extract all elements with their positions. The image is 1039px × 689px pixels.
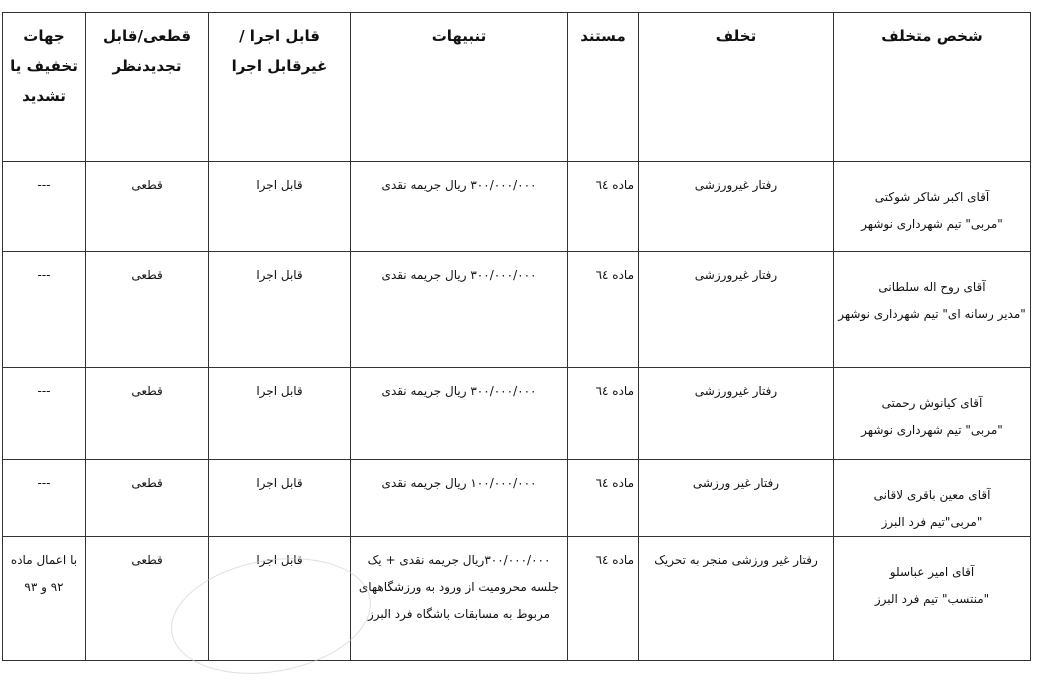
penalty-cell-text: ۱۰۰/۰۰۰/۰۰۰ ریال جریمه نقدی: [381, 476, 537, 490]
penalty-cell: [351, 537, 568, 661]
final-cell: [86, 460, 209, 537]
offense-cell: [639, 368, 834, 460]
final-cell: [86, 368, 209, 460]
executable-cell-text: قابل اجرا: [256, 553, 303, 567]
document-cell: [568, 368, 639, 460]
document-cell-text: ماده ٦٤: [595, 268, 634, 282]
document-cell-text: ماده ٦٤: [595, 553, 634, 567]
header-executable: قابل اجرا /غیرقابل اجرا: [209, 13, 351, 162]
header-final: قطعی/قابل تجدیدنظر: [86, 13, 209, 162]
offense-cell: [639, 252, 834, 368]
header-person: شخص متخلف: [834, 13, 1031, 162]
final-cell-text: قطعی: [131, 553, 163, 567]
person-cell: [834, 460, 1031, 537]
penalty-cell-text: ۳۰۰/۰۰۰/۰۰۰ ریال جریمه نقدی: [381, 268, 537, 282]
executable-cell-text: قابل اجرا: [256, 384, 303, 398]
mitigation-cell: [3, 460, 86, 537]
offense-cell-text: رفتار غیر ورزشی منجر به تحریک: [654, 553, 818, 567]
penalty-cell: [351, 460, 568, 537]
document-cell: [568, 252, 639, 368]
table-row: [3, 460, 1031, 537]
person-name: آقای اکبر شاکر شوکتی: [874, 190, 990, 204]
executable-cell-text: قابل اجرا: [256, 476, 303, 490]
offense-cell-text: رفتار غیرورزشی: [694, 384, 778, 398]
mitigation-cell: [3, 252, 86, 368]
document-cell: [568, 460, 639, 537]
mitigation-cell-text: ---: [37, 178, 51, 192]
person-cell: [834, 368, 1031, 460]
final-cell-text: قطعی: [131, 268, 163, 282]
final-cell-text: قطعی: [131, 384, 163, 398]
document-cell: [568, 537, 639, 661]
offense-cell: [639, 460, 834, 537]
mitigation-cell: [3, 537, 86, 661]
document-cell-text: ماده ٦٤: [595, 476, 634, 490]
person-name: آقای امیر عباسلو: [889, 565, 975, 579]
person-role: "مربی"تیم فرد البرز: [881, 515, 983, 529]
header-document: مستند: [568, 13, 639, 162]
document-cell-text: ماده ٦٤: [595, 384, 634, 398]
final-cell-text: قطعی: [131, 476, 163, 490]
final-cell: [86, 162, 209, 252]
penalty-cell: [351, 368, 568, 460]
header-offense: تخلف: [639, 13, 834, 162]
offense-cell: [639, 537, 834, 661]
header-mitigation: جهات تخفیف یا تشدید: [3, 13, 86, 162]
executable-cell: [209, 252, 351, 368]
mitigation-cell-text: با اعمال ماده ۹۲ و ۹۳: [10, 553, 78, 594]
penalty-cell: [351, 162, 568, 252]
offense-cell-text: رفتار غیرورزشی: [694, 268, 778, 282]
document-cell-text: ماده ٦٤: [595, 178, 634, 192]
person-cell: [834, 162, 1031, 252]
penalties-table: [2, 12, 1031, 661]
executable-cell-text: قابل اجرا: [256, 268, 303, 282]
header-penalties: تنبیهات: [351, 13, 568, 162]
table-row: [3, 368, 1031, 460]
document-cell: [568, 162, 639, 252]
mitigation-cell-text: ---: [37, 384, 51, 398]
person-name: آقای روح اله سلطانی: [878, 280, 986, 294]
person-role: "مربی" تیم شهرداری نوشهر: [861, 217, 1003, 231]
mitigation-cell-text: ---: [37, 476, 51, 490]
final-cell-text: قطعی: [131, 178, 163, 192]
penalty-cell-text: ۳۰۰/۰۰۰/۰۰۰ ریال جریمه نقدی: [381, 178, 537, 192]
table-row: [3, 537, 1031, 661]
offense-cell-text: رفتار غیر ورزشی: [692, 476, 780, 490]
offense-cell: [639, 162, 834, 252]
penalty-cell-text: ۳۰۰/۰۰۰/۰۰۰ ریال جریمه نقدی: [381, 384, 537, 398]
mitigation-cell: [3, 368, 86, 460]
header-row: [3, 13, 1031, 162]
penalty-cell: [351, 252, 568, 368]
table-row: [3, 162, 1031, 252]
mitigation-cell-text: ---: [37, 268, 51, 282]
final-cell: [86, 252, 209, 368]
executable-cell-text: قابل اجرا: [256, 178, 303, 192]
executable-cell: [209, 162, 351, 252]
person-name: آقای معین باقری لاقانی: [873, 488, 991, 502]
offense-cell-text: رفتار غیرورزشی: [694, 178, 778, 192]
mitigation-cell: [3, 162, 86, 252]
person-role: "مدیر رسانه ای" تیم شهرداری نوشهر: [838, 307, 1026, 321]
person-role: "مربی" تیم شهرداری نوشهر: [861, 423, 1003, 437]
person-role: "منتسب" تیم فرد البرز: [874, 592, 990, 606]
person-cell: [834, 537, 1031, 661]
table-row: [3, 252, 1031, 368]
person-cell: [834, 252, 1031, 368]
person-name: آقای کیانوش رحمتی: [881, 396, 983, 410]
penalty-cell-text: ۳۰۰/۰۰۰/۰۰۰ریال جریمه نقدی + یک جلسه محرومیت از ورود به ورزشگاههای مربوط به مسابقات باشگاه فرد البرز: [358, 553, 560, 621]
executable-cell: [209, 460, 351, 537]
executable-cell: [209, 368, 351, 460]
